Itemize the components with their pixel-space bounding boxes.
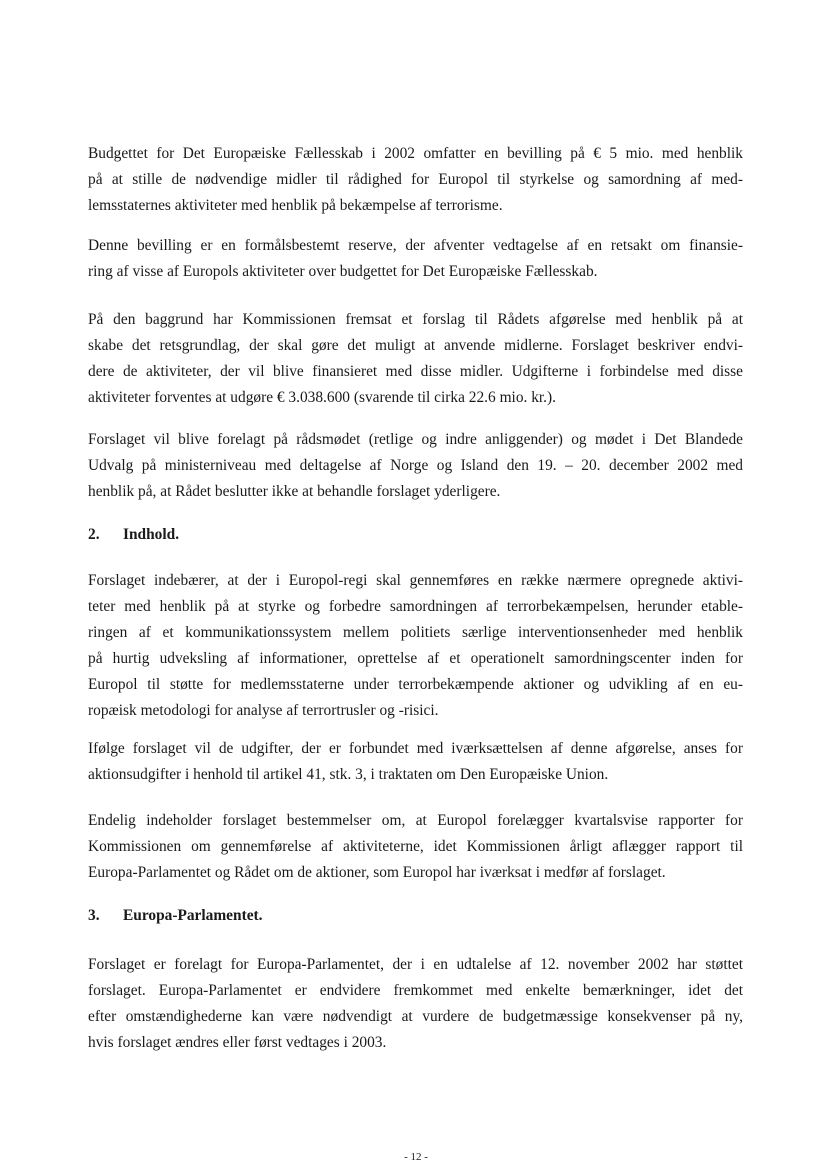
text-line: Budgettet for Det Europæiske Fællesskab i 2002 omfatter en bevilling på € 5 mio. med henblik [88,145,743,162]
section-heading-parliament [88,903,263,929]
paragraph-commission-proposal [88,307,743,411]
text-line: aktionsudgifter i henhold til artikel 41, stk. 3, i traktaten om Den Europæiske Union. [88,766,609,783]
text-line: efter omstændighederne kan være nødvendigt at vurdere de budgetmæssige konsekvenser på ny, [88,1008,743,1025]
section-number: 2. [88,526,100,543]
text-line: aktiviteter forventes at udgøre € 3.038.600 (svarende til cirka 22.6 mio. kr.). [88,389,557,406]
paragraph-parliament [88,952,743,1056]
paragraph-budget [88,141,743,219]
text-line: henblik på, at Rådet beslutter ikke at behandle forslaget yderligere. [88,483,501,500]
text-line: forslaget. Europa-Parlamentet er endvidere fremkommet med enkelte bemærkninger, idet det [88,982,743,999]
text-line: lemsstaternes aktiviteter med henblik på bekæmpelse af terrorisme. [88,197,503,214]
section-title: Indhold. [123,526,180,543]
text-line: på hurtig udveksling af informationer, oprettelse af et operationelt samordningscenter inden for [88,650,743,667]
paragraph-reporting [88,808,743,886]
section-title: Europa-Parlamentet. [123,907,263,924]
section-heading-content [88,522,179,548]
text-line: ringen af et kommunikationssystem mellem politiets særlige interventionsenheder med henblik [88,624,743,641]
text-line: Udvalg på ministerniveau med deltagelse af Norge og Island den 19. – 20. december 2002 med [88,457,743,474]
text-line: Forslaget vil blive forelagt på rådsmødet (retlige og indre anliggender) og mødet i Det Blandede [88,431,743,448]
paragraph-council-meeting [88,427,743,505]
paragraph-reserve [88,233,743,285]
text-line: ropæisk metodologi for analyse af terrortrusler og -risici. [88,702,439,719]
text-line: Kommissionen om gennemførelse af aktiviteterne, idet Kommissionen årligt aflægger rapport til [88,838,743,855]
text-line: teter med henblik på at styrke og forbedre samordningen af terrorbekæmpelsen, herunder etable- [88,598,743,615]
text-line: på at stille de nødvendige midler til rådighed for Europol til styrkelse og samordning af med- [88,171,743,188]
text-line: Forslaget er forelagt for Europa-Parlamentet, der i en udtalelse af 12. november 2002 har støttet [88,956,743,973]
text-line: skabe det retsgrundlag, der skal gøre det muligt at anvende midlerne. Forslaget beskriver endvi- [88,337,743,354]
text-line: ring af visse af Europols aktiviteter over budgettet for Det Europæiske Fællesskab. [88,263,598,280]
paragraph-content [88,568,743,724]
paragraph-expenses [88,736,743,788]
text-line: Ifølge forslaget vil de udgifter, der er forbundet med iværksættelsen af denne afgørelse, anses for [88,740,743,757]
text-line: På den baggrund har Kommissionen fremsat et forslag til Rådets afgørelse med henblik på at [88,311,743,328]
text-line: dere de aktiviteter, der vil blive finansieret med disse midler. Udgifterne i forbindelse med disse [88,363,743,380]
text-line: Europa-Parlamentet og Rådet om de aktioner, som Europol har iværksat i medfør af forslaget. [88,864,666,881]
text-line: Europol til støtte for medlemsstaterne under terrorbekæmpende aktioner og udvikling af en eu- [88,676,743,693]
text-line: hvis forslaget ændres eller først vedtages i 2003. [88,1034,387,1051]
text-line: Endelig indeholder forslaget bestemmelser om, at Europol forelægger kvartalsvise rapporter for [88,812,743,829]
page-number: - 12 - [404,1151,428,1163]
section-number: 3. [88,907,100,924]
text-line: Forslaget indebærer, at der i Europol-regi skal gennemføres en række nærmere opregnede aktivi- [88,572,743,589]
text-line: Denne bevilling er en formålsbestemt reserve, der afventer vedtagelse af en retsakt om finansie- [88,237,743,254]
